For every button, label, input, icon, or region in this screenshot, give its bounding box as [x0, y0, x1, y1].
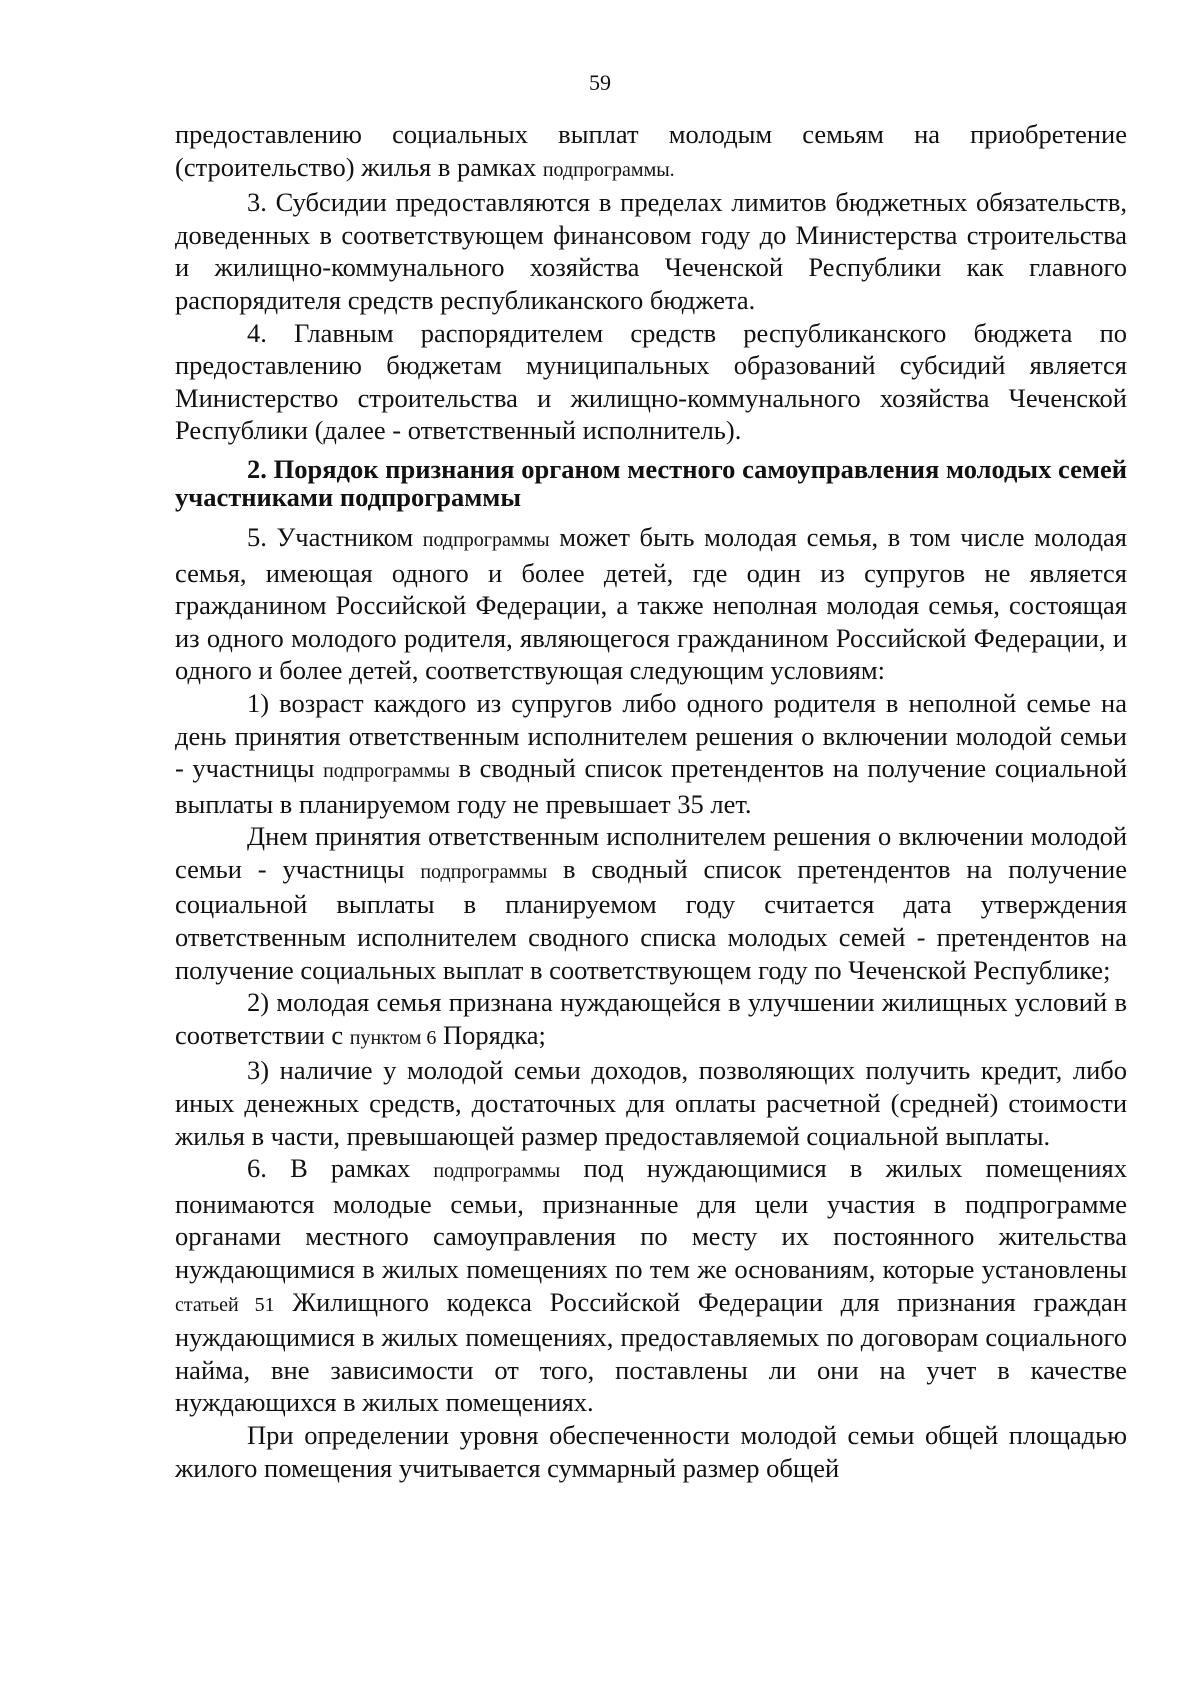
section-heading: 2. Порядок признания органом местного самоуправления молодых семей участниками подпрограммы [175, 453, 1127, 512]
text-run: 2) молодая семья признана нуждающейся в улучшении жилищных условий в соответствии с [175, 987, 1127, 1050]
text-run: Жилищного кодекса Российской Федерации для признания граждан нуждающимися в жилых помещениях, предоставляемых по договорам социального найма, вне зависимости от того, поставлены ли они на учет в качестве нуждающихся в жилых помещениях. [175, 1286, 1127, 1418]
text-run: 5. Участником [247, 521, 423, 552]
text-run: 6. В рамках [247, 1153, 434, 1184]
article-ref: статьей 51 [175, 1293, 275, 1316]
paragraph-item-3: 3. Субсидии предоставляются в пределах лимитов бюджетных обязательств, доведенных в соответствующем финансовом году до Министерства строительства и жилищно-коммунального хозяйства Чеченской Республики как главного распорядителя средств республиканского бюджета. [175, 187, 1127, 315]
paragraph-decision-date [175, 820, 1127, 986]
subprogram-ref: подпрограммы [420, 860, 548, 883]
subprogram-ref: подпрограммы. [542, 158, 675, 181]
paragraph-condition-2 [175, 986, 1127, 1054]
paragraph-item-4: 4. Главным распорядителем средств республиканского бюджета по предоставлению бюджетам муниципальных образований субсидий является Министерство строительства и жилищно-коммунального хозяйства Чеченской Республики (далее - ответственный исполнитель). [175, 317, 1127, 446]
text-run: в сводный список претендентов на получение социальной выплаты в планируемом году считается дата утверждения ответственным исполнителем сводного списка молодых семей - претендентов на получение социальных выплат в соответствующем году по Чеченской Республике; [175, 853, 1127, 985]
subprogram-ref: подпрограммы [422, 528, 550, 551]
text-run: Порядка; [436, 1019, 546, 1050]
text-run: в сводный список претендентов на получение социальной выплаты в планируемом году не превышает 35 лет. [175, 753, 1128, 819]
paragraph-condition-3: 3) наличие у молодой семьи доходов, позволяющих получить кредит, либо иных денежных средств, достаточных для оплаты расчетной (средней) стоимости жилья в части, превышающей размер предоставляемой социальной выплаты. [175, 1055, 1127, 1151]
text-run: предоставлению социальных выплат молодым семьям на приобретение (строительство) жилья в рамках [175, 119, 1127, 182]
paragraph-area-level: При определении уровня обеспеченности молодой семьи общей площадью жилого помещения учитывается суммарный размер общей [175, 1419, 1127, 1483]
paragraph-continuation [175, 118, 1127, 186]
subprogram-ref: подпрограммы [323, 760, 450, 783]
document-body [175, 118, 1127, 1484]
page-number: 59 [589, 70, 611, 95]
clause-ref: пунктом 6 [349, 1026, 437, 1049]
paragraph-condition-1 [175, 687, 1127, 820]
paragraph-item-5 [175, 521, 1127, 687]
subprogram-ref: подпрограммы [433, 1160, 561, 1183]
text-run: может быть молодая семья, в том числе молодая семья, имеющая одного и более детей, где один из супругов не является гражданином Российской Федерации, а также неполная молодая семья, состоящая из одного молодого родителя, являющегося гражданином Российской Федерации, и одного и более детей, соответствующая следующим условиям: [175, 521, 1127, 686]
text-run: под нуждающимися в жилых помещениях понимаются молодые семьи, признанные для цели участия в подпрограмме органами местного самоуправления по месту их постоянного жительства нуждающимися в жилых помещениях по тем же основаниям, которые установлены [175, 1153, 1127, 1284]
text-run: 1) возраст каждого из супругов либо одного родителя в неполной семье на день принятия ответственным исполнителем решения о включении молодой семьи - участницы [175, 687, 1127, 784]
text-run: Днем принятия ответственным исполнителем решения о включении молодой семьи - участницы [175, 821, 1127, 884]
paragraph-item-6 [175, 1152, 1127, 1419]
